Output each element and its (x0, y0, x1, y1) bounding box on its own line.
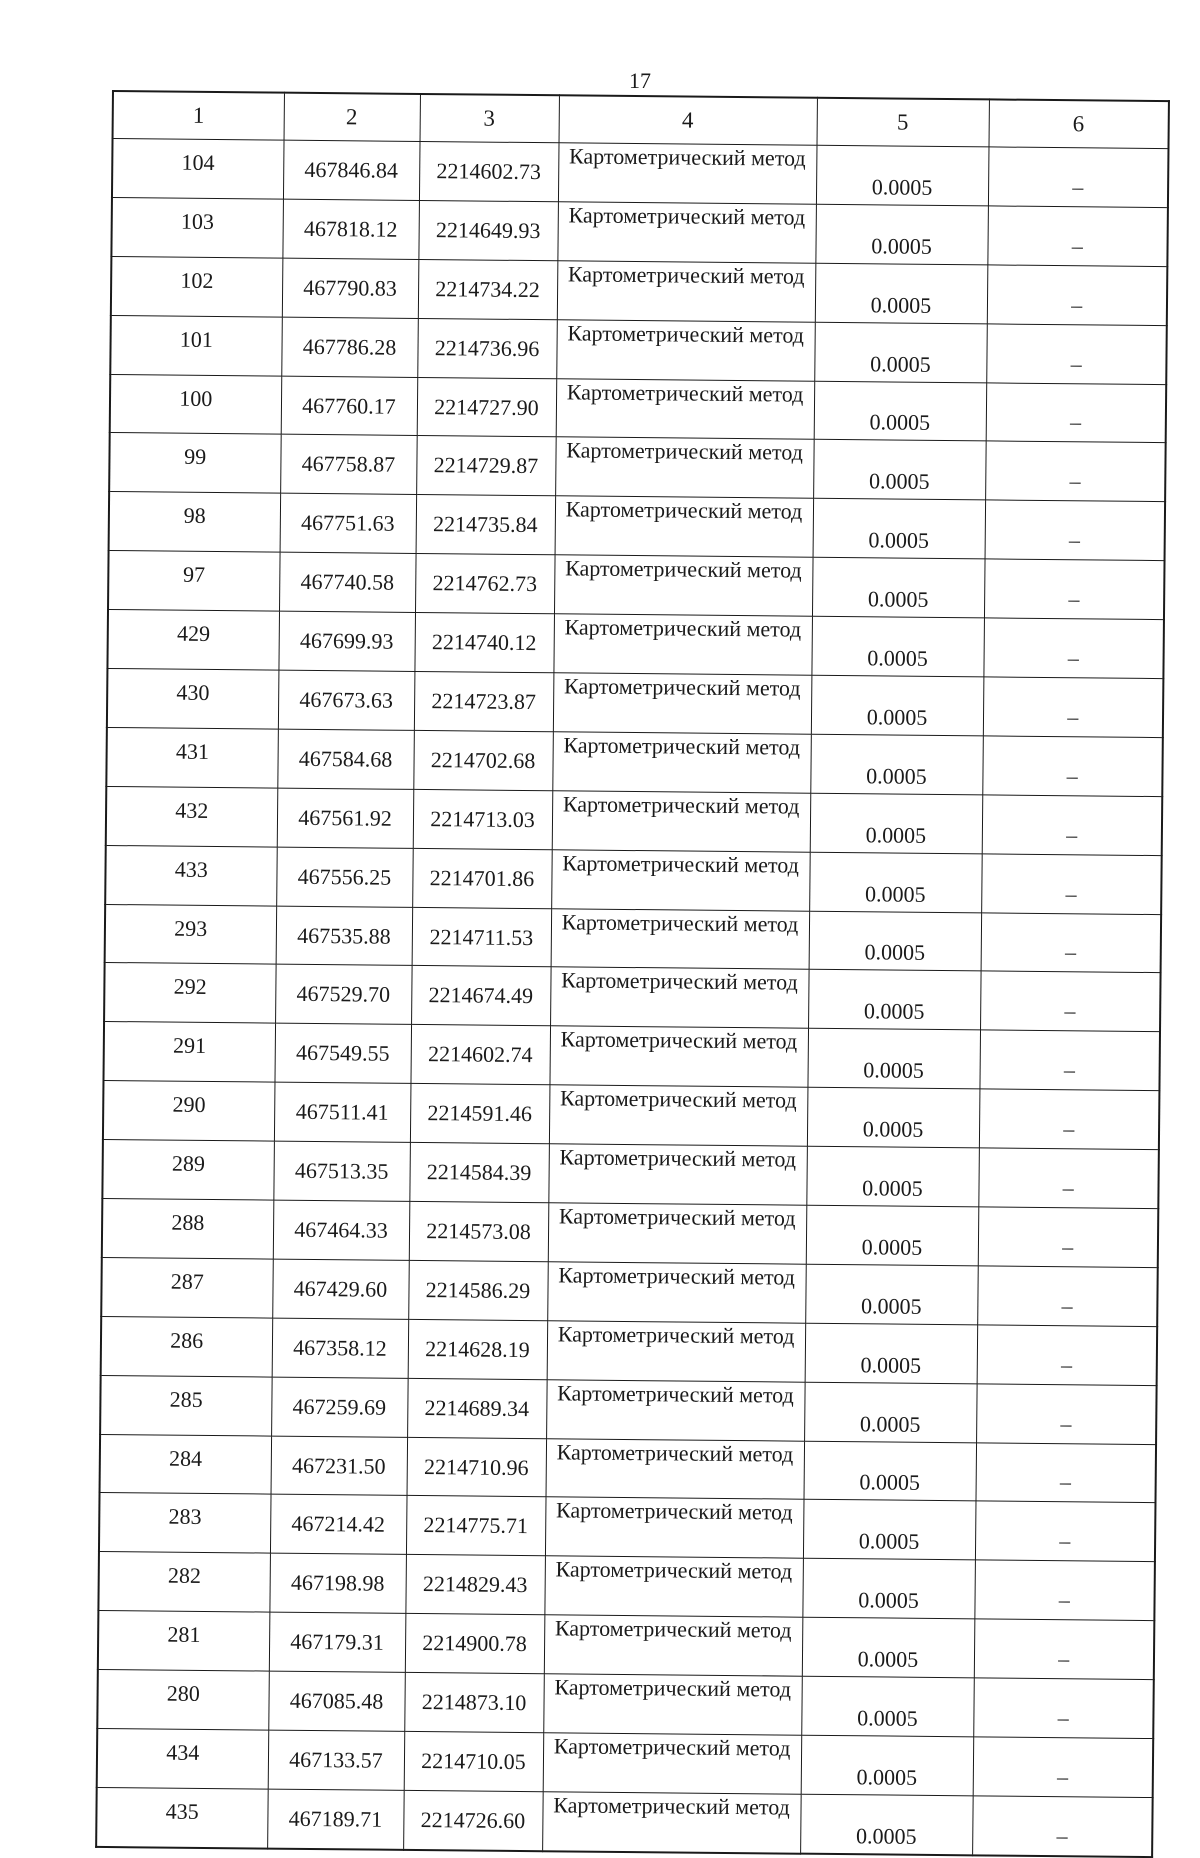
column-header-2: 2 (284, 93, 420, 142)
point-number-cell: 287 (101, 1257, 273, 1318)
accuracy-cell: 0.0005 (810, 793, 983, 854)
x-coordinate-cell: 467529.70 (275, 965, 412, 1025)
x-coordinate-cell: 467133.57 (268, 1730, 405, 1790)
table-row (108, 551, 1165, 620)
note-cell: – (980, 971, 1161, 1032)
table-body (96, 139, 1168, 1857)
table-row (107, 610, 1164, 679)
point-number-cell: 102 (111, 256, 283, 317)
x-coordinate-cell: 467358.12 (272, 1318, 409, 1378)
x-coordinate-cell: 467085.48 (268, 1671, 405, 1731)
note-cell: – (977, 1266, 1158, 1327)
accuracy-cell: 0.0005 (800, 1794, 973, 1855)
accuracy-cell: 0.0005 (805, 1323, 978, 1384)
y-coordinate-cell: 2214711.53 (412, 907, 552, 967)
note-cell: – (981, 912, 1162, 973)
method-cell: Картометрический метод (548, 1203, 807, 1264)
method-cell: Картометрический метод (549, 1026, 808, 1087)
table-row (96, 1787, 1153, 1857)
x-coordinate-cell: 467198.98 (269, 1553, 406, 1613)
point-number-cell: 429 (107, 610, 279, 671)
point-number-cell: 280 (97, 1670, 269, 1731)
table-row (100, 1434, 1157, 1503)
table-row (103, 1022, 1160, 1091)
table-row (102, 1140, 1159, 1209)
point-number-cell: 98 (109, 492, 281, 553)
x-coordinate-cell: 467214.42 (270, 1495, 407, 1555)
accuracy-cell: 0.0005 (813, 499, 986, 560)
note-cell: – (979, 1089, 1160, 1150)
table-row (107, 668, 1164, 737)
table-row (97, 1728, 1154, 1797)
table-row (98, 1611, 1155, 1680)
y-coordinate-cell: 2214873.10 (404, 1673, 544, 1733)
y-coordinate-cell: 2214702.68 (413, 730, 553, 790)
method-cell: Картометрический метод (546, 1438, 805, 1499)
y-coordinate-cell: 2214736.96 (417, 318, 557, 378)
method-cell: Картометрический метод (547, 1321, 806, 1382)
column-header-6: 6 (988, 99, 1168, 148)
note-cell: – (972, 1796, 1153, 1857)
x-coordinate-cell: 467758.87 (280, 435, 417, 495)
method-cell: Картометрический метод (558, 143, 817, 204)
y-coordinate-cell: 2214710.96 (407, 1437, 547, 1497)
accuracy-cell: 0.0005 (814, 381, 987, 442)
point-number-cell: 100 (110, 374, 282, 435)
method-cell: Картометрический метод (557, 202, 816, 263)
accuracy-cell: 0.0005 (808, 970, 981, 1031)
method-cell: Картометрический метод (554, 555, 813, 616)
accuracy-cell: 0.0005 (811, 675, 984, 736)
table-row (103, 1081, 1160, 1150)
y-coordinate-cell: 2214713.03 (413, 789, 553, 849)
method-cell: Картометрический метод (543, 1674, 802, 1735)
point-number-cell: 432 (106, 786, 278, 847)
point-number-cell: 284 (100, 1434, 272, 1495)
x-coordinate-cell: 467259.69 (271, 1377, 408, 1437)
table-row (102, 1198, 1159, 1267)
point-number-cell: 97 (108, 551, 280, 612)
point-number-cell: 283 (99, 1493, 271, 1554)
note-cell: – (979, 1030, 1160, 1091)
y-coordinate-cell: 2214723.87 (414, 671, 554, 731)
point-number-cell: 288 (102, 1198, 274, 1259)
point-number-cell: 431 (106, 727, 278, 788)
method-cell: Картометрический метод (548, 1144, 807, 1205)
note-cell: – (982, 795, 1163, 856)
coordinates-table (95, 90, 1170, 1858)
x-coordinate-cell: 467231.50 (271, 1436, 408, 1496)
point-number-cell: 433 (105, 845, 277, 906)
column-header-1: 1 (113, 91, 284, 140)
accuracy-cell: 0.0005 (813, 440, 986, 501)
x-coordinate-cell: 467179.31 (269, 1612, 406, 1672)
y-coordinate-cell: 2214602.74 (410, 1025, 550, 1085)
accuracy-cell: 0.0005 (801, 1676, 974, 1737)
accuracy-cell: 0.0005 (803, 1500, 976, 1561)
accuracy-cell: 0.0005 (814, 322, 987, 383)
method-cell: Картометрический метод (551, 908, 810, 969)
accuracy-cell: 0.0005 (806, 1146, 979, 1207)
table-row (98, 1552, 1155, 1621)
table-row (105, 904, 1162, 973)
method-cell: Картометрический метод (553, 673, 812, 734)
x-coordinate-cell: 467513.35 (273, 1141, 410, 1201)
y-coordinate-cell: 2214649.93 (418, 200, 558, 260)
y-coordinate-cell: 2214586.29 (408, 1260, 548, 1320)
point-number-cell: 101 (110, 315, 282, 376)
accuracy-cell: 0.0005 (809, 852, 982, 913)
accuracy-cell: 0.0005 (811, 616, 984, 677)
y-coordinate-cell: 2214900.78 (405, 1614, 545, 1674)
accuracy-cell: 0.0005 (806, 1205, 979, 1266)
method-cell: Картометрический метод (552, 732, 811, 793)
table-row (97, 1670, 1154, 1739)
x-coordinate-cell: 467786.28 (281, 317, 418, 377)
method-cell: Картометрический метод (546, 1379, 805, 1440)
table-row (106, 727, 1163, 796)
point-number-cell: 286 (101, 1316, 273, 1377)
point-number-cell: 285 (100, 1375, 272, 1436)
accuracy-cell: 0.0005 (807, 1087, 980, 1148)
page-number: 17 (629, 68, 651, 93)
method-cell: Картометрический метод (557, 261, 816, 322)
note-cell: – (988, 147, 1169, 208)
table-row (106, 786, 1163, 855)
table-row (101, 1316, 1158, 1385)
y-coordinate-cell: 2214573.08 (409, 1201, 549, 1261)
table-row (105, 845, 1162, 914)
method-cell: Картометрический метод (547, 1262, 806, 1323)
x-coordinate-cell: 467511.41 (274, 1082, 411, 1142)
table-row (111, 197, 1168, 266)
table-row (111, 256, 1168, 325)
point-number-cell: 434 (97, 1728, 269, 1789)
method-cell: Картометрический метод (555, 437, 814, 498)
table-row (99, 1493, 1156, 1562)
y-coordinate-cell: 2214727.90 (417, 377, 557, 437)
note-cell: – (987, 206, 1168, 267)
y-coordinate-cell: 2214762.73 (415, 554, 555, 614)
accuracy-cell: 0.0005 (809, 911, 982, 972)
note-cell: – (975, 1442, 1156, 1503)
note-cell: – (974, 1560, 1155, 1621)
point-number-cell: 282 (98, 1552, 270, 1613)
x-coordinate-cell: 467189.71 (267, 1789, 404, 1850)
y-coordinate-cell: 2214701.86 (412, 848, 552, 908)
note-cell: – (974, 1619, 1155, 1680)
point-number-cell: 430 (107, 668, 279, 729)
x-coordinate-cell: 467464.33 (273, 1200, 410, 1260)
note-cell: – (973, 1737, 1154, 1798)
y-coordinate-cell: 2214829.43 (405, 1555, 545, 1615)
point-number-cell: 289 (102, 1140, 274, 1201)
method-cell: Картометрический метод (542, 1792, 801, 1854)
note-cell: – (981, 854, 1162, 915)
accuracy-cell: 0.0005 (804, 1441, 977, 1502)
method-cell: Картометрический метод (544, 1615, 803, 1676)
note-cell: – (976, 1384, 1157, 1445)
x-coordinate-cell: 467429.60 (272, 1259, 409, 1319)
x-coordinate-cell: 467818.12 (282, 199, 419, 259)
note-cell: – (986, 382, 1167, 443)
table-row (112, 139, 1169, 208)
y-coordinate-cell: 2214740.12 (414, 613, 554, 673)
accuracy-cell: 0.0005 (801, 1735, 974, 1796)
x-coordinate-cell: 467790.83 (282, 258, 419, 318)
table-row (101, 1257, 1158, 1326)
accuracy-cell: 0.0005 (816, 145, 989, 206)
accuracy-cell: 0.0005 (802, 1617, 975, 1678)
y-coordinate-cell: 2214584.39 (409, 1143, 549, 1203)
y-coordinate-cell: 2214726.60 (403, 1790, 543, 1851)
x-coordinate-cell: 467846.84 (283, 140, 420, 200)
accuracy-cell: 0.0005 (815, 204, 988, 265)
accuracy-cell: 0.0005 (804, 1382, 977, 1443)
point-number-cell: 291 (103, 1022, 275, 1083)
x-coordinate-cell: 467751.63 (280, 493, 417, 553)
method-cell: Картометрический метод (552, 791, 811, 852)
column-header-5: 5 (817, 98, 989, 147)
accuracy-cell: 0.0005 (807, 1029, 980, 1090)
table-row (110, 374, 1167, 443)
note-cell: – (982, 736, 1163, 797)
x-coordinate-cell: 467535.88 (276, 906, 413, 966)
y-coordinate-cell: 2214729.87 (416, 436, 556, 496)
point-number-cell: 99 (109, 433, 281, 494)
note-cell: – (987, 265, 1168, 326)
point-number-cell: 104 (112, 139, 284, 200)
point-number-cell: 281 (98, 1611, 270, 1672)
table-row (104, 963, 1161, 1032)
point-number-cell: 293 (105, 904, 277, 965)
note-cell: – (978, 1207, 1159, 1268)
accuracy-cell: 0.0005 (812, 557, 985, 618)
note-cell: – (984, 559, 1165, 620)
method-cell: Картометрический метод (543, 1733, 802, 1794)
point-number-cell: 290 (103, 1081, 275, 1142)
table-row (109, 492, 1166, 561)
method-cell: Картометрический метод (551, 849, 810, 910)
y-coordinate-cell: 2214689.34 (407, 1378, 547, 1438)
y-coordinate-cell: 2214735.84 (416, 495, 556, 555)
note-cell: – (983, 618, 1164, 679)
method-cell: Картометрический метод (544, 1556, 803, 1617)
accuracy-cell: 0.0005 (810, 734, 983, 795)
note-cell: – (975, 1501, 1156, 1562)
note-cell: – (978, 1148, 1159, 1209)
y-coordinate-cell: 2214775.71 (406, 1496, 546, 1556)
point-number-cell: 435 (96, 1787, 268, 1848)
note-cell: – (985, 500, 1166, 561)
note-cell: – (986, 324, 1167, 385)
method-cell: Картометрический метод (550, 967, 809, 1028)
accuracy-cell: 0.0005 (802, 1559, 975, 1620)
method-cell: Картометрический метод (555, 496, 814, 557)
method-cell: Картометрический метод (556, 319, 815, 380)
column-header-4: 4 (559, 95, 817, 145)
x-coordinate-cell: 467699.93 (278, 611, 415, 671)
note-cell: – (977, 1325, 1158, 1386)
point-number-cell: 292 (104, 963, 276, 1024)
note-cell: – (983, 677, 1164, 738)
x-coordinate-cell: 467584.68 (277, 729, 414, 789)
method-cell: Картометрический метод (556, 378, 815, 439)
y-coordinate-cell: 2214710.05 (404, 1731, 544, 1791)
x-coordinate-cell: 467556.25 (276, 847, 413, 907)
note-cell: – (973, 1678, 1154, 1739)
method-cell: Картометрический метод (549, 1085, 808, 1146)
x-coordinate-cell: 467561.92 (277, 788, 414, 848)
y-coordinate-cell: 2214734.22 (418, 259, 558, 319)
x-coordinate-cell: 467673.63 (278, 670, 415, 730)
column-header-3: 3 (420, 94, 559, 143)
accuracy-cell: 0.0005 (815, 263, 988, 324)
x-coordinate-cell: 467549.55 (274, 1023, 411, 1083)
method-cell: Картометрический метод (545, 1497, 804, 1558)
table-row (110, 315, 1167, 384)
x-coordinate-cell: 467760.17 (281, 376, 418, 436)
y-coordinate-cell: 2214628.19 (408, 1319, 548, 1379)
table-row (100, 1375, 1157, 1444)
accuracy-cell: 0.0005 (805, 1264, 978, 1325)
y-coordinate-cell: 2214591.46 (410, 1084, 550, 1144)
point-number-cell: 103 (111, 197, 283, 258)
method-cell: Картометрический метод (553, 614, 812, 675)
coordinates-table-wrapper (95, 90, 1168, 1858)
x-coordinate-cell: 467740.58 (279, 552, 416, 612)
y-coordinate-cell: 2214602.73 (419, 141, 559, 201)
y-coordinate-cell: 2214674.49 (411, 966, 551, 1026)
note-cell: – (985, 441, 1166, 502)
table-row (109, 433, 1166, 502)
